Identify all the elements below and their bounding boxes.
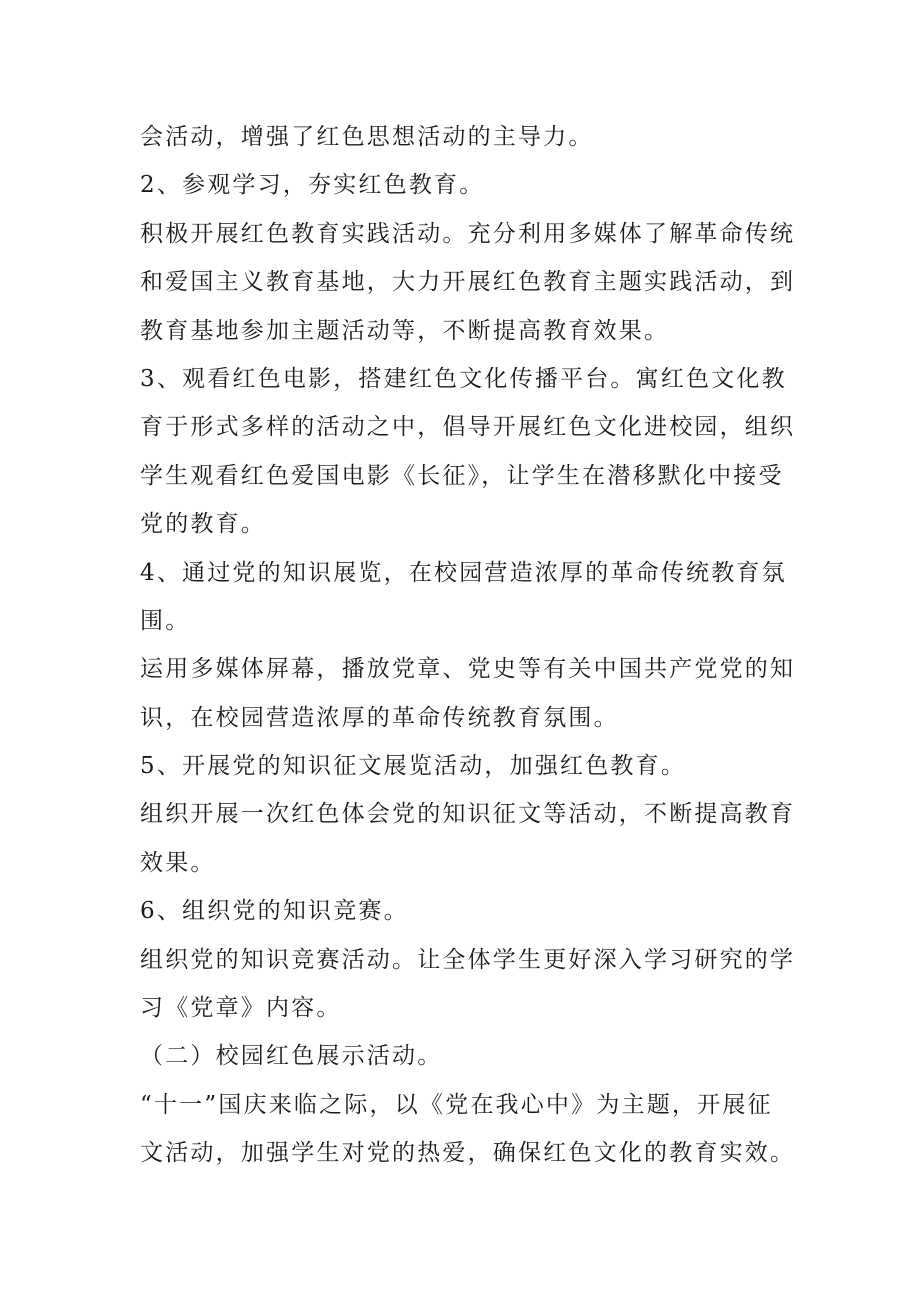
text-line: 围。 [140, 607, 191, 634]
text-line: 识，在校园营造浓厚的革命传统教育氛围。 [140, 704, 619, 731]
text-line: 和爱国主义教育基地，大力开展红色教育主题实践活动，到 [140, 269, 796, 296]
text-line: 运用多媒体屏幕，播放党章、党史等有关中国共产党党的知 [140, 656, 796, 683]
text-line: 会活动，增强了红色思想活动的主导力。 [140, 124, 594, 150]
section-heading: 3、观看红色电影，搭建红色文化传播平台。寓红色文化教 [140, 365, 787, 392]
text-line: “十一”国庆来临之际，以《党在我心中》为主题，开展征 [140, 1091, 773, 1118]
section-heading: 5、开展党的知识征文展览活动，加强红色教育。 [140, 753, 687, 780]
text-line: 文活动，加强学生对党的热爱，确保红色文化的教育实效。 [140, 1140, 796, 1167]
text-line: 习《党章》内容。 [140, 995, 342, 1022]
section-heading: 2、参观学习，夯实红色教育。 [140, 172, 485, 199]
section-heading: 6、组织党的知识竞赛。 [140, 898, 409, 925]
text-line: 组织开展一次红色体会党的知识征文等活动，不断提高教育 [140, 801, 796, 828]
document-body [140, 113, 800, 1178]
text-line: 效果。 [140, 849, 216, 876]
text-line: 育于形式多样的活动之中，倡导开展红色文化进校园，组织 [140, 414, 796, 441]
text-line: 教育基地参加主题活动等，不断提高教育效果。 [140, 317, 670, 344]
text-line: 积极开展红色教育实践活动。充分利用多媒体了解革命传统 [140, 220, 796, 247]
text-line: 组织党的知识竞赛活动。让全体学生更好深入学习研究的学 [140, 946, 796, 973]
text-line: 党的教育。 [140, 511, 266, 538]
section-heading: （二）校园红色展示活动。 [140, 1043, 443, 1070]
section-heading: 4、通过党的知识展览，在校园营造浓厚的革命传统教育氛 [140, 559, 787, 586]
text-line: 学生观看红色爱国电影《长征》，让学生在潜移默化中接受 [140, 462, 784, 489]
